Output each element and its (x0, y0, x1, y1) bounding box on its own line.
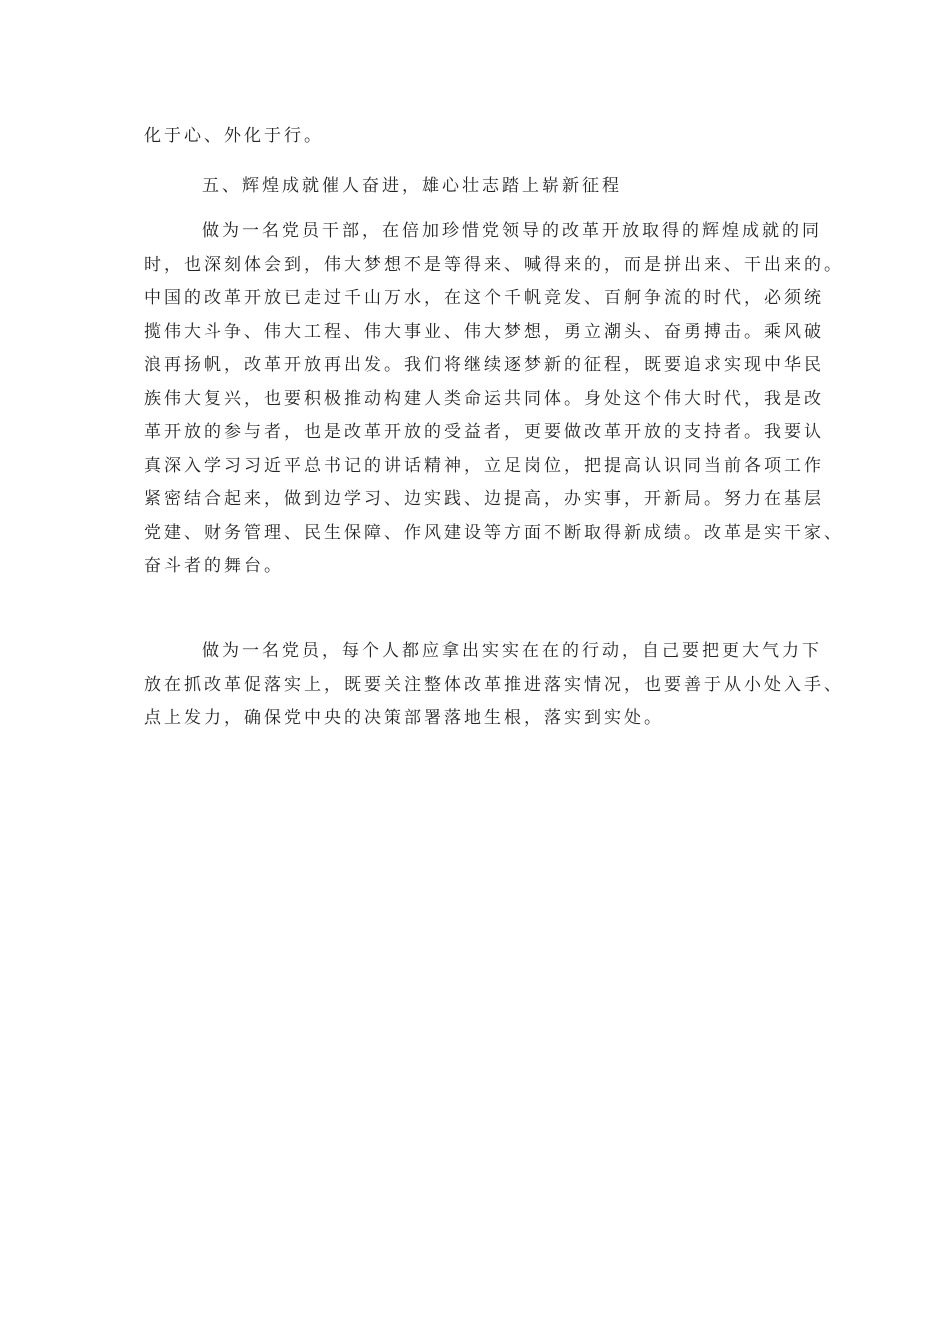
continuation-line: 化于心、外化于行。 (144, 126, 324, 146)
continuation-text (144, 120, 812, 154)
paragraph-line: 点上发力，确保党中央的决策部署落地生根，落实到实处。 (144, 708, 664, 728)
paragraph-line: 奋斗者的舞台。 (144, 556, 284, 576)
paragraph-line: 时，也深刻体会到，伟大梦想不是等得来、喊得来的，而是拼出来、干出来的。 (144, 254, 844, 275)
paragraph-line: 放在抓改革促落实上，既要关注整体改革推进落实情况，也要善于从小处入手、 (144, 674, 844, 695)
paragraph-line: 真深入学习习近平总书记的讲话精神，立足岗位，把提高认识同当前各项工作 (144, 455, 824, 476)
section-heading-text: 五、辉煌成就催人奋进，雄心壮志踏上崭新征程 (202, 176, 622, 196)
paragraph-line: 紧密结合起来，做到边学习、边实践、边提高，办实事，开新局。努力在基层 (144, 489, 824, 509)
paragraph-line: 中国的改革开放已走过千山万水，在这个千帆竞发、百舸争流的时代，必须统 (144, 288, 824, 308)
section-heading (144, 170, 812, 204)
paragraph-line: 做为一名党员，每个人都应拿出实实在在的行动，自己要把更大气力下 (202, 641, 822, 661)
paragraph-1 (144, 215, 844, 584)
paragraph-line: 揽伟大斗争、伟大工程、伟大事业、伟大梦想，勇立潮头、奋勇搏击。乘风破 (144, 321, 824, 342)
paragraph-line: 浪再扬帆，改革开放再出发。我们将继续逐梦新的征程，既要追求实现中华民 (144, 355, 824, 375)
paragraph-line: 党建、财务管理、民生保障、作风建设等方面不断取得新成绩。改革是实干家、 (144, 522, 844, 543)
paragraph-line: 革开放的参与者，也是改革开放的受益者，更要做改革开放的支持者。我要认 (144, 422, 824, 442)
paragraph-2 (144, 635, 844, 736)
paragraph-line: 做为一名党员干部，在倍加珍惜党领导的改革开放取得的辉煌成就的同 (202, 221, 822, 241)
paragraph-line: 族伟大复兴，也要积极推动构建人类命运共同体。身处这个伟大时代，我是改 (144, 388, 824, 409)
